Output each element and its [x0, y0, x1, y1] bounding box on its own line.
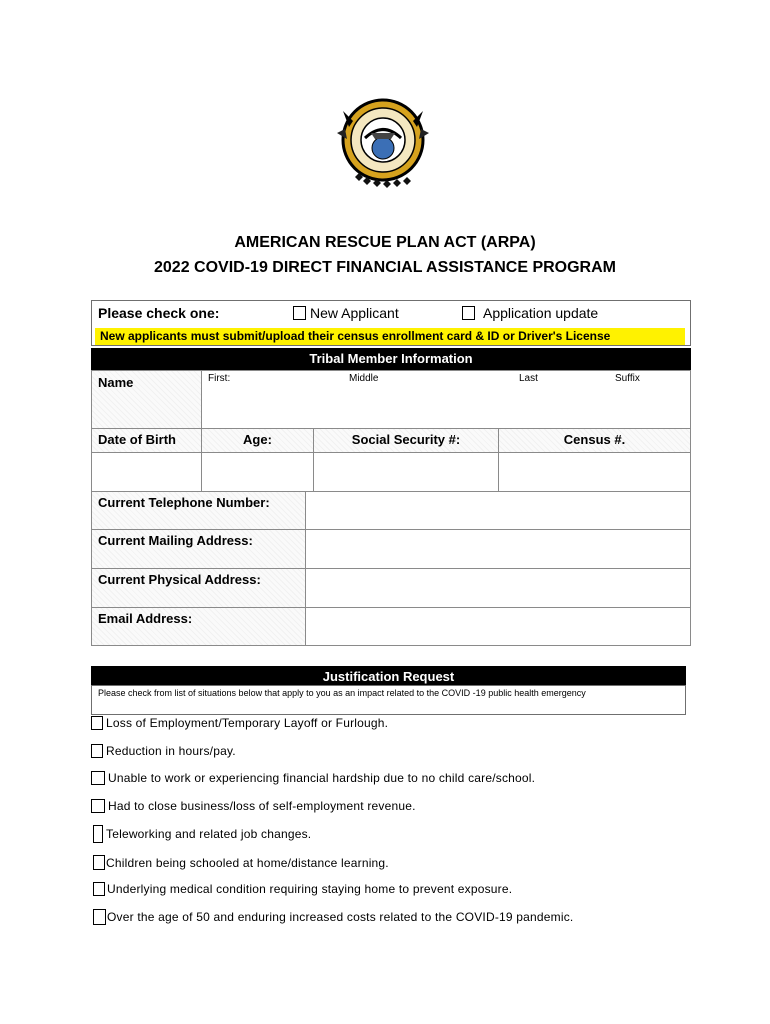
justification-checkbox-4[interactable] — [91, 799, 105, 813]
tribal-info-header: Tribal Member Information — [91, 348, 691, 370]
name-label: Name — [98, 375, 134, 390]
age-input[interactable] — [201, 452, 314, 492]
justification-checkbox-2[interactable] — [91, 744, 103, 758]
application-update-checkbox[interactable] — [462, 306, 475, 320]
justification-option-5[interactable] — [93, 825, 311, 843]
dob-input[interactable] — [91, 452, 202, 492]
application-update-option[interactable] — [462, 305, 598, 321]
ssn-label: Social Security #: — [351, 432, 461, 447]
justification-label-1: Loss of Employment/Temporary Layoff or Furlough. — [106, 716, 389, 730]
justification-label-6: Children being schooled at home/distance learning. — [106, 855, 389, 870]
justification-option-4[interactable] — [91, 799, 416, 813]
physical-address-label: Current Physical Address: — [98, 572, 261, 587]
tribal-seal-icon — [333, 93, 433, 193]
justification-option-3[interactable] — [91, 771, 535, 785]
justification-label-2: Reduction in hours/pay. — [106, 744, 236, 758]
justification-checkbox-7[interactable] — [93, 882, 105, 896]
mailing-address-input[interactable] — [305, 529, 691, 569]
ssn-input[interactable] — [313, 452, 499, 492]
check-one-label: Please check one: — [98, 305, 220, 321]
census-input[interactable] — [498, 452, 691, 492]
justification-checkbox-1[interactable] — [91, 716, 103, 730]
page-subtitle: 2022 COVID-19 DIRECT FINANCIAL ASSISTANCE PROGRAM — [154, 259, 616, 276]
justification-label-5: Teleworking and related job changes. — [106, 827, 312, 841]
last-name-label: Last — [519, 373, 538, 384]
new-applicant-option[interactable] — [293, 305, 399, 321]
age-label: Age: — [243, 432, 272, 447]
justification-label-7: Underlying medical condition requiring staying home to prevent exposure. — [107, 882, 513, 896]
enrollment-notice: New applicants must submit/upload their census enrollment card & ID or Driver's License — [100, 329, 611, 343]
email-label: Email Address: — [98, 611, 193, 626]
justification-option-7[interactable] — [93, 882, 512, 896]
dob-label: Date of Birth — [98, 432, 176, 447]
justification-option-8[interactable] — [93, 909, 573, 925]
justification-instructions: Please check from list of situations below that apply to you as an impact related to the COVID -19 public health emergency — [98, 688, 586, 698]
new-applicant-checkbox[interactable] — [293, 306, 306, 320]
application-update-label: Application update — [483, 305, 599, 321]
justification-header: Justification Request — [91, 666, 686, 686]
suffix-label: Suffix — [615, 373, 640, 384]
justification-option-6[interactable] — [93, 855, 389, 870]
census-label: Census #. — [563, 432, 626, 447]
justification-checkbox-5[interactable] — [93, 825, 103, 843]
page-title: AMERICAN RESCUE PLAN ACT (ARPA) — [234, 234, 536, 251]
justification-checkbox-6[interactable] — [93, 855, 105, 870]
physical-address-input[interactable] — [305, 568, 691, 608]
phone-label: Current Telephone Number: — [98, 495, 270, 510]
first-name-label: First: — [208, 373, 231, 384]
justification-label-4: Had to close business/loss of self-employment revenue. — [108, 799, 416, 813]
justification-checkbox-3[interactable] — [91, 771, 105, 785]
email-input[interactable] — [305, 607, 691, 646]
new-applicant-label: New Applicant — [310, 305, 399, 321]
justification-label-3: Unable to work or experiencing financial hardship due to no child care/school. — [108, 771, 536, 785]
justification-label-8: Over the age of 50 and enduring increased costs related to the COVID-19 pandemic. — [107, 910, 574, 924]
mailing-address-label: Current Mailing Address: — [98, 533, 253, 548]
justification-option-2[interactable] — [91, 744, 236, 758]
justification-option-1[interactable] — [91, 716, 388, 730]
phone-input[interactable] — [305, 491, 691, 530]
justification-checkbox-8[interactable] — [93, 909, 106, 925]
middle-name-label: Middle — [349, 373, 379, 384]
